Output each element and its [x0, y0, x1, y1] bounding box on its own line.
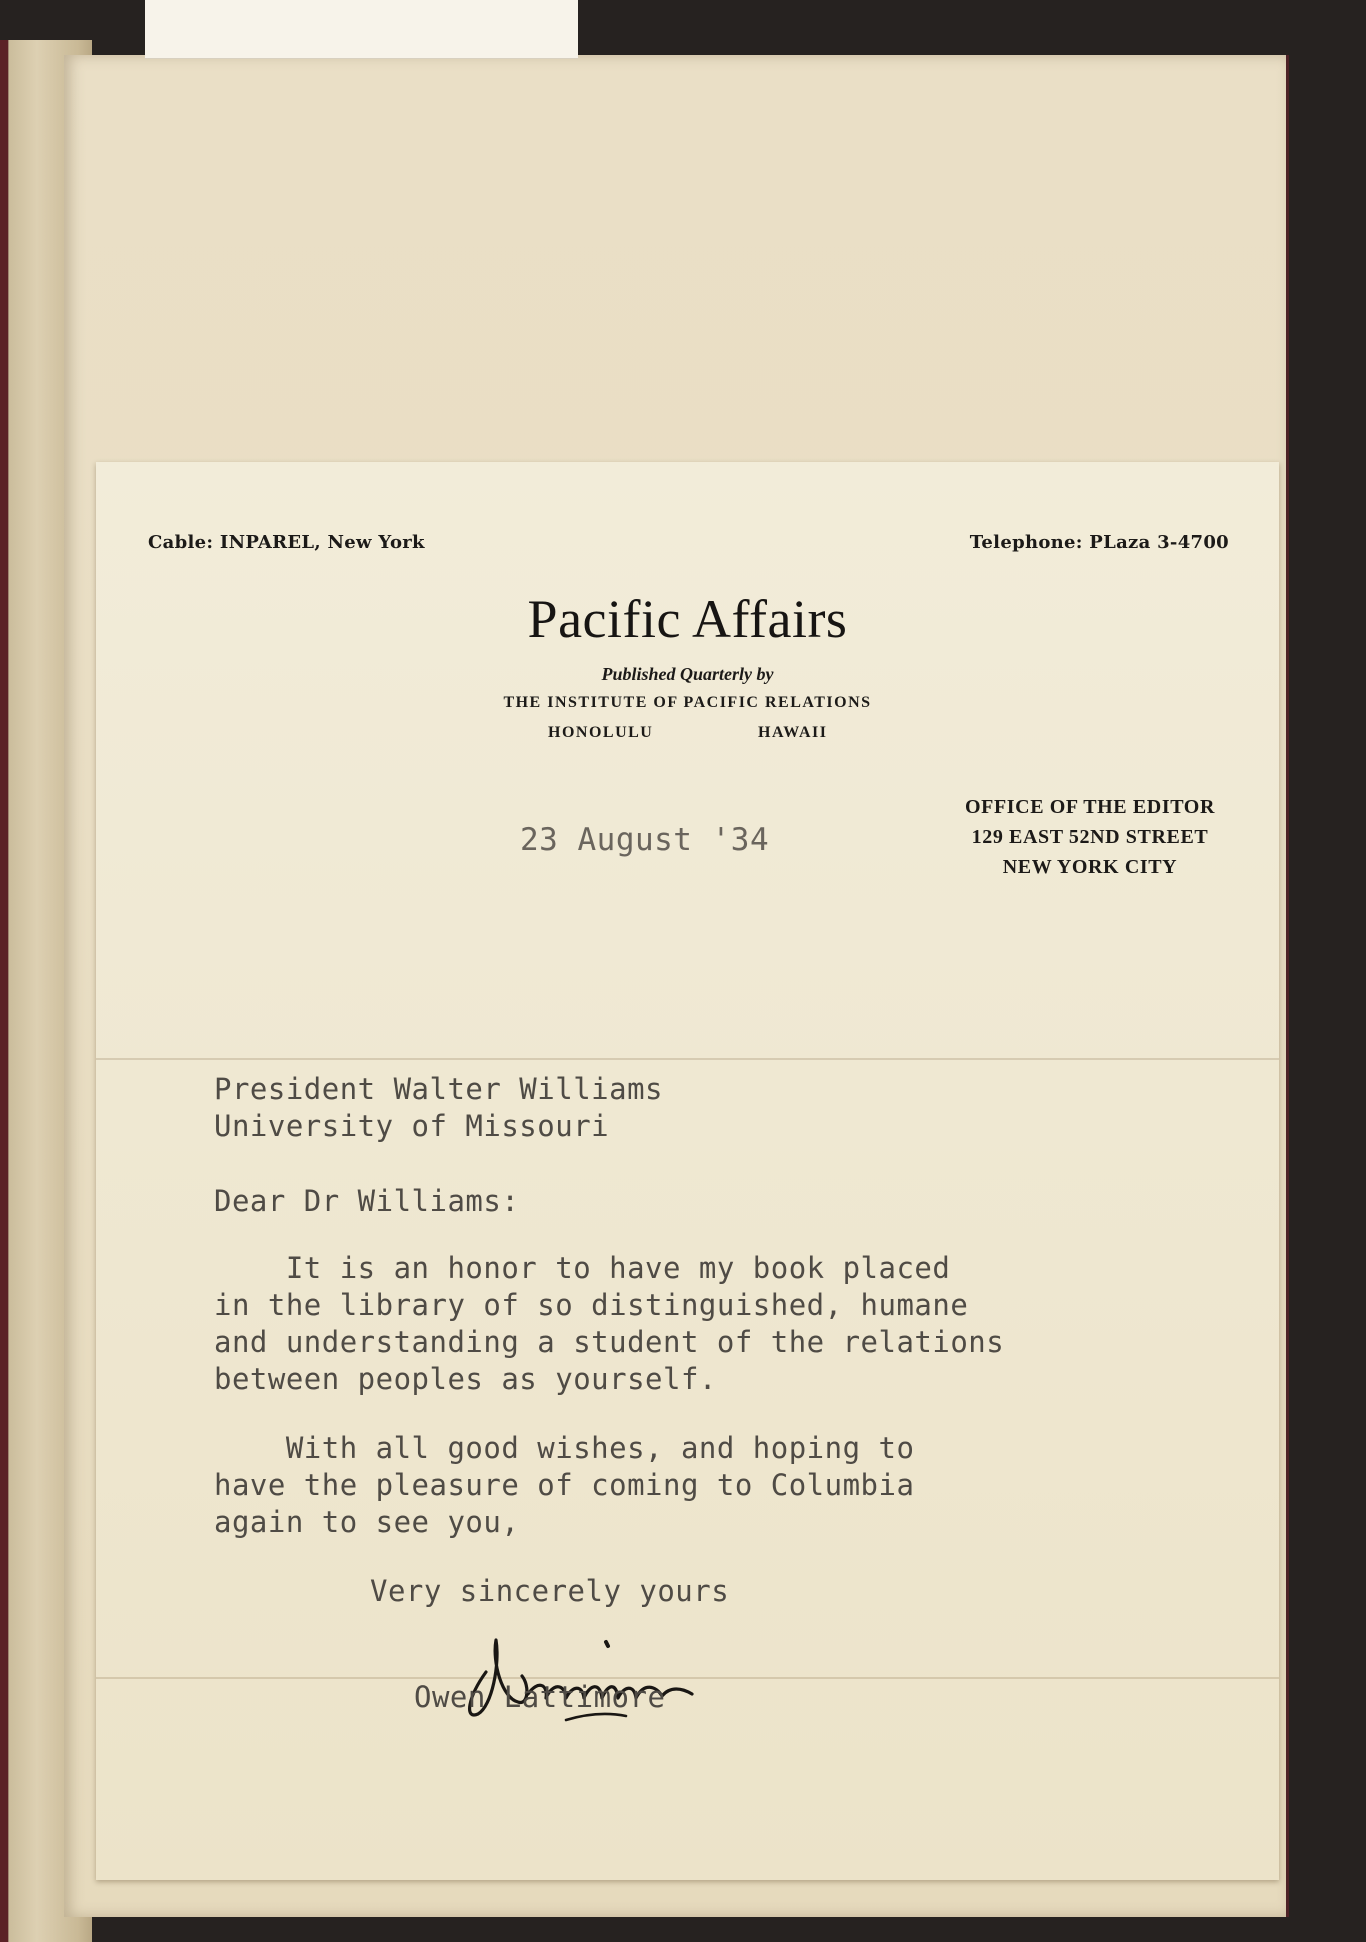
- recipient-name: President Walter Williams: [214, 1072, 663, 1106]
- editor-office-address: [965, 792, 1215, 882]
- letter-date: 23 August '34: [520, 822, 770, 858]
- letterhead-subtitle: Published Quarterly by: [601, 664, 774, 684]
- recipient-organization: University of Missouri: [214, 1109, 610, 1143]
- letter-sheet: [96, 462, 1279, 1880]
- office-line: OFFICE OF THE EDITOR: [964, 796, 1215, 818]
- paragraph-line: With all good wishes, and hoping to: [214, 1431, 915, 1465]
- paper-slip: [145, 0, 578, 59]
- letterhead-institute: THE INSTITUTE OF PACIFIC RELATIONS: [503, 694, 872, 711]
- paragraph-line: and understanding a student of the relations: [214, 1325, 1005, 1359]
- office-line: 129 EAST 52ND STREET: [971, 826, 1209, 848]
- paragraph-line: in the library of so distinguished, humane: [214, 1288, 969, 1322]
- paragraph-line: It is an honor to have my book placed: [214, 1251, 951, 1285]
- letterhead-city: HONOLULU: [548, 724, 654, 741]
- fold-line: [96, 1058, 1279, 1060]
- letterhead-state: HAWAII: [758, 724, 828, 741]
- paragraph-line: again to see you,: [214, 1505, 520, 1539]
- signer-name: Owen Lattimore: [414, 1680, 666, 1714]
- letterhead-title: Pacific Affairs: [527, 589, 848, 649]
- cable-address: Cable: INPAREL, New York: [148, 532, 425, 553]
- paragraph-line: between peoples as yourself.: [214, 1362, 717, 1396]
- paragraph-line: have the pleasure of coming to Columbia: [214, 1468, 915, 1502]
- salutation: Dear Dr Williams:: [214, 1184, 520, 1218]
- book-spine-edge: [0, 40, 8, 1942]
- telephone-number: Telephone: PLaza 3-4700: [969, 532, 1229, 553]
- office-line: NEW YORK CITY: [1002, 856, 1178, 878]
- closing: Very sincerely yours: [370, 1574, 730, 1608]
